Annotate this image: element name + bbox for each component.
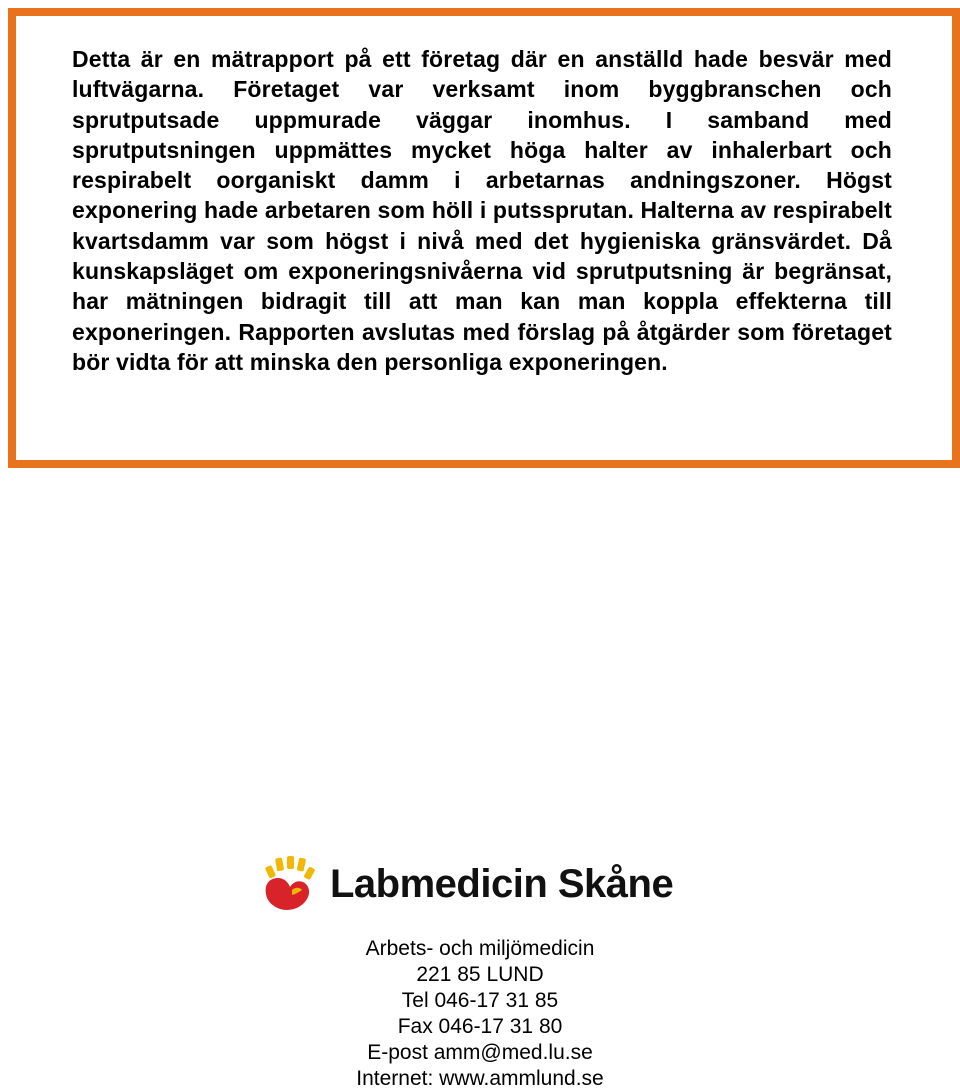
contact-address: 221 85 LUND xyxy=(416,963,544,986)
contact-email: E-post amm@med.lu.se xyxy=(367,1041,593,1064)
labmedicin-skane-logo-mark-icon xyxy=(262,854,318,914)
contact-department: Arbets- och miljömedicin xyxy=(365,937,595,960)
contact-block xyxy=(240,936,720,1092)
labmedicin-skane-logo xyxy=(262,852,702,916)
logo-wordmark: Labmedicin Skåne xyxy=(330,861,674,906)
contact-website: Internet: www.ammlund.se xyxy=(356,1067,604,1090)
summary-paragraph: Detta är en mätrapport på ett företag där en anställd hade besvär med luftvägarna. Företaget var verksamt inom byggbranschen och sprutputsade uppmurade väggar inomhus. I samband med sprutputsningen uppmättes mycket höga halter av inhalerbart och respirabelt oorganiskt damm i arbetarnas andningszoner. Högst exponering hade arbetaren som höll i putssprutan. Halterna av respirabelt kvartsdamm var som högst i nivå med det hygieniska gränsvärdet. Då kunskapsläget om exponeringsnivåerna vid sprutputsning är begränsat, har mätningen bidragit till att man kan man koppla effekterna till exponeringen. Rapporten avslutas med förslag på åtgärder som företaget bör vidta för att minska den personliga exponeringen. xyxy=(72,46,892,375)
contact-phone: Tel 046-17 31 85 xyxy=(401,989,559,1012)
contact-fax: Fax 046-17 31 80 xyxy=(397,1015,563,1038)
